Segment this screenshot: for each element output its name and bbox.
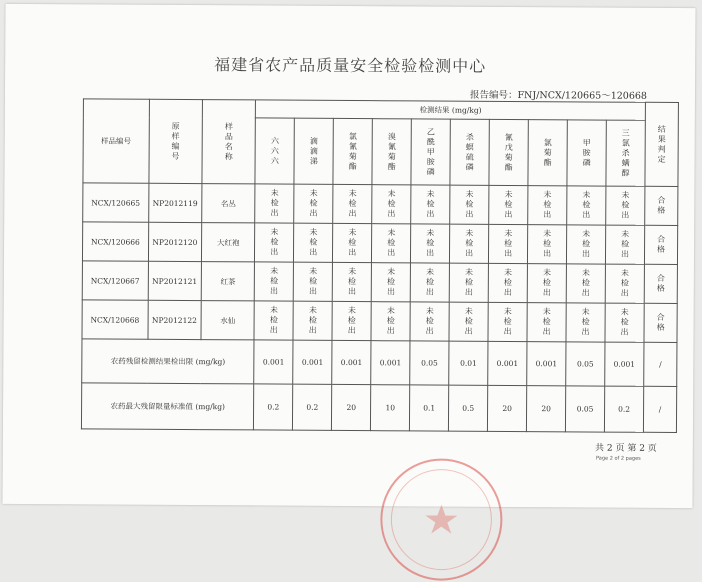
limit-cell: 0.001 <box>254 340 293 384</box>
header-original-id: 原样编号 <box>171 121 180 161</box>
result-cell: 未检出 <box>425 306 434 336</box>
sample-id: NCX/120665 <box>83 183 149 222</box>
max-cell: 0.2 <box>293 384 332 430</box>
original-id: NP2012119 <box>148 183 202 222</box>
original-id: NP2012121 <box>148 261 202 300</box>
result-cell: 未检出 <box>426 228 435 258</box>
max-cell: 0.2 <box>254 384 293 430</box>
result-cell: 未检出 <box>269 305 278 335</box>
report-number: 报告编号：FNJ/NCX/120665～120668 <box>469 89 648 102</box>
result-cell: 未检出 <box>543 190 552 220</box>
header-sample-id: 样品编号 <box>83 99 149 183</box>
max-limit-row <box>81 383 676 433</box>
result-cell: 未检出 <box>270 227 279 257</box>
result-cell: 未检出 <box>270 188 279 218</box>
result-cell: 未检出 <box>503 267 513 297</box>
pesticide-header: 氰戊菊酯 <box>504 132 513 172</box>
result-cell: 未检出 <box>464 267 474 297</box>
document-title: 福建省农产品质量安全检验检测中心 <box>214 55 487 76</box>
result-cell: 未检出 <box>426 189 435 219</box>
result-cell: 未检出 <box>387 228 396 258</box>
limit-cell: 0.001 <box>605 342 644 386</box>
limit-cell: 0.001 <box>371 341 410 385</box>
limit-cell: 0.05 <box>566 342 605 386</box>
result-cell: 未检出 <box>620 307 629 337</box>
table-row <box>82 222 677 265</box>
limit-cell: 0.05 <box>410 341 449 385</box>
header-conclusion: 结果判定 <box>657 124 666 164</box>
result-cell: 未检出 <box>621 229 630 259</box>
report-sheet <box>2 4 695 508</box>
result-cell: 未检出 <box>309 188 318 218</box>
header-sample-name: 样品名称 <box>224 121 233 161</box>
max-cell: 20 <box>527 386 566 432</box>
max-cell: 10 <box>371 385 410 431</box>
result-cell: 未检出 <box>309 266 318 296</box>
header-test-result: 检测结果 (mg/kg) <box>256 100 646 120</box>
limit-cell: 0.001 <box>527 342 566 386</box>
max-cell: 0.2 <box>604 386 643 432</box>
official-seal-icon <box>380 458 503 581</box>
limit-cell: 0.001 <box>332 340 371 384</box>
result-cell: 未检出 <box>582 229 591 259</box>
result-cell: 未检出 <box>308 305 317 335</box>
page-indicator: 共 2 页 第 2 页 <box>595 443 657 454</box>
result-cell: 未检出 <box>581 268 590 298</box>
result-cell: 未检出 <box>465 189 474 219</box>
result-cell: 未检出 <box>425 267 435 297</box>
pesticide-header: 杀螟硫磷 <box>465 132 474 172</box>
pesticide-header: 氯菊酯 <box>543 137 552 167</box>
verdict-cell: / <box>643 386 676 432</box>
sample-name: 大红袍 <box>201 223 255 262</box>
page-indicator-en: Page 2 of 2 pages <box>595 455 641 462</box>
table-row <box>83 183 678 226</box>
verdict-cell: / <box>644 342 677 386</box>
result-cell: 未检出 <box>347 266 357 297</box>
result-cell: 未检出 <box>270 266 279 296</box>
pesticide-header: 乙酰甲胺磷 <box>426 126 435 177</box>
detection-limit-row <box>82 339 677 387</box>
sample-id: NCX/120667 <box>82 261 148 300</box>
pesticide-header: 滴滴涕 <box>309 136 318 166</box>
sample-id: NCX/120668 <box>82 300 148 339</box>
pesticide-header: 甲胺磷 <box>582 137 591 167</box>
max-cell: 20 <box>332 384 371 430</box>
verdict-cell: 合格 <box>656 312 665 332</box>
result-cell: 未检出 <box>543 229 552 259</box>
result-cell: 未检出 <box>309 227 318 257</box>
sample-id: NCX/120666 <box>82 222 148 261</box>
max-cell: 0.05 <box>565 386 604 432</box>
sample-name: 名丛 <box>202 184 256 223</box>
verdict-cell: 合格 <box>656 273 665 293</box>
results-table <box>81 98 679 433</box>
detection-limit-label: 农药残留检测结果检出限 (mg/kg) <box>82 339 255 384</box>
result-cell: 未检出 <box>504 189 513 219</box>
max-cell: 0.5 <box>449 385 488 431</box>
result-cell: 未检出 <box>347 305 356 336</box>
verdict-cell: 合格 <box>657 195 666 215</box>
table-row <box>82 300 677 343</box>
pesticide-header: 三氯杀螨醇 <box>621 128 630 178</box>
result-cell: 未检出 <box>542 268 551 298</box>
result-cell: 未检出 <box>348 227 357 258</box>
result-cell: 未检出 <box>503 306 512 336</box>
result-cell: 未检出 <box>581 307 590 337</box>
result-cell: 未检出 <box>464 306 473 336</box>
result-cell: 未检出 <box>504 228 513 258</box>
result-cell: 未检出 <box>621 190 630 220</box>
pesticide-header: 六六六 <box>270 136 280 166</box>
result-cell: 未检出 <box>620 268 629 298</box>
verdict-cell: 合格 <box>657 234 666 254</box>
sample-name: 红茶 <box>201 262 255 301</box>
result-cell: 未检出 <box>386 306 395 336</box>
limit-cell: 0.001 <box>488 341 527 385</box>
pesticide-header: 氯氰菊酯 <box>348 131 357 171</box>
limit-cell: 0.01 <box>449 341 488 385</box>
original-id: NP2012122 <box>148 300 202 339</box>
result-cell: 未检出 <box>386 267 396 297</box>
table-row <box>82 261 677 304</box>
result-cell: 未检出 <box>387 189 396 219</box>
sample-name: 水仙 <box>201 301 255 340</box>
result-cell: 未检出 <box>465 228 474 258</box>
max-cell: 0.1 <box>410 385 449 431</box>
max-cell: 20 <box>488 385 527 431</box>
max-limit-label: 农药最大残留限量标准值 (mg/kg) <box>81 383 254 430</box>
limit-cell: 0.001 <box>293 340 332 384</box>
result-cell: 未检出 <box>542 307 551 337</box>
original-id: NP2012120 <box>148 222 202 261</box>
pesticide-header: 溴氰菊酯 <box>387 131 396 171</box>
result-cell: 未检出 <box>348 188 357 219</box>
result-cell: 未检出 <box>582 190 591 220</box>
